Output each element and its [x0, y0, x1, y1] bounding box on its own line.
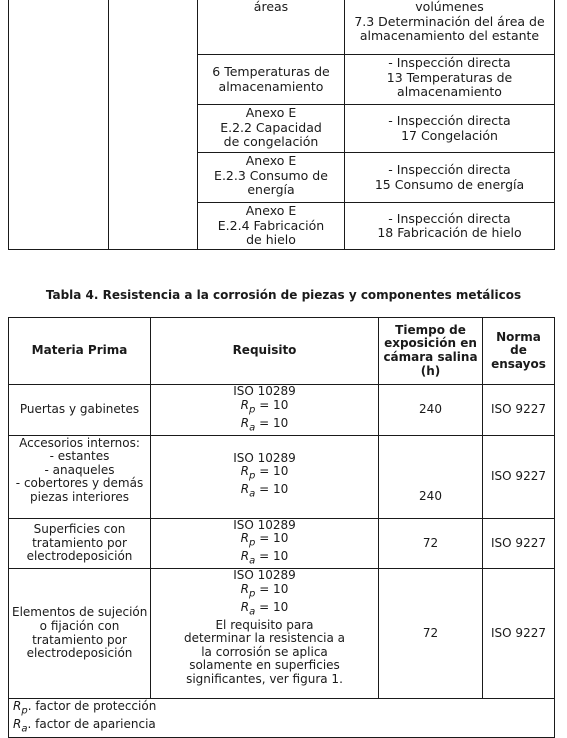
- cell-line: almacenamiento del estante: [359, 28, 540, 43]
- symbol-sub: p: [249, 403, 256, 415]
- cell-line: Accesorios internos:: [19, 435, 140, 450]
- table-row: [9, 0, 555, 55]
- symbol-sub: p: [249, 588, 256, 600]
- requisito-cell: [151, 435, 379, 518]
- symbol-r: R: [240, 464, 249, 479]
- notes-cell: [9, 699, 555, 738]
- header-line: ensayos: [491, 356, 546, 371]
- cell-line: de congelación: [223, 134, 319, 149]
- cell-line: piezas interiores: [30, 489, 129, 504]
- header-line: Norma: [496, 329, 541, 344]
- symbol-r: R: [240, 397, 249, 412]
- cell-line: 15 Consumo de energía: [374, 176, 525, 192]
- cell-line: tratamiento por: [32, 632, 127, 647]
- header-line: de: [510, 343, 527, 358]
- header-tiempo: [379, 318, 483, 385]
- table-caption: Tabla 4. Resistencia a la corrosión de piezas y componentes metálicos: [45, 288, 522, 302]
- corrosion-table: [8, 317, 555, 738]
- verification-cell: [198, 0, 345, 55]
- cell-line: Elementos de sujeción: [12, 605, 148, 620]
- table-row: [9, 435, 555, 518]
- cell-line: - estantes: [49, 449, 110, 464]
- ra-value: = 10: [259, 599, 289, 614]
- norma-cell: ISO 9227: [483, 435, 555, 518]
- cell-line: 13 Temperaturas de: [386, 69, 513, 85]
- ra-line: [154, 483, 375, 501]
- ra-line: [154, 601, 375, 619]
- cell-line: áreas: [253, 0, 289, 14]
- header-line: (h): [420, 363, 441, 378]
- cell-line: 6 Temperaturas de: [212, 64, 330, 79]
- note-symbol: R: [13, 717, 22, 732]
- verification-cell: [198, 105, 345, 153]
- cell-line: 17 Congelación: [401, 127, 498, 143]
- ra-value: = 10: [259, 482, 289, 497]
- cell-line: - Inspección directa: [388, 162, 511, 177]
- cell-line: E.2.4 Fabricación: [217, 217, 325, 233]
- materia-cell: [9, 435, 151, 518]
- requirement-note-line: determinar la resistencia a: [183, 631, 346, 646]
- tiempo-cell: 72: [379, 518, 483, 569]
- header-line: exposición en: [384, 336, 477, 351]
- cell-line: de hielo: [246, 232, 296, 247]
- materia-cell: [9, 518, 151, 569]
- note-line: [13, 718, 550, 736]
- materia-cell: [9, 569, 151, 699]
- cell-line: Anexo E: [245, 153, 297, 168]
- ra-value: = 10: [259, 549, 289, 564]
- rp-line: [154, 583, 375, 601]
- requirement-note-line: la corrosión se aplica: [201, 644, 328, 659]
- cell-line: almacenamiento: [397, 84, 502, 99]
- header-materia: Materia Prima: [9, 318, 151, 385]
- header-requisito: Requisito: [151, 318, 379, 385]
- rp-value: = 10: [259, 397, 289, 412]
- method-cell: [345, 203, 555, 250]
- symbol-r: R: [240, 581, 249, 596]
- verification-cell: [198, 55, 345, 105]
- cell-line: Superficies con: [33, 521, 126, 536]
- symbol-r: R: [240, 531, 249, 546]
- requirement-note-line: significantes, ver figura 1.: [186, 672, 343, 687]
- symbol-sub: a: [249, 488, 256, 500]
- materia-cell: [9, 385, 151, 436]
- verification-cell: [198, 203, 345, 250]
- note-symbol: R: [13, 699, 22, 714]
- requisito-cell: [151, 385, 379, 436]
- symbol-r: R: [240, 482, 250, 497]
- cell-line: electrodeposición: [26, 549, 133, 564]
- cell-line: volúmenes: [415, 0, 484, 14]
- table-row: [9, 518, 555, 569]
- symbol-sub: a: [249, 421, 256, 433]
- norma-cell: ISO 9227: [483, 569, 555, 699]
- requirement-note-line: El requisito para: [215, 617, 314, 632]
- cell-line: Puertas y gabinetes: [19, 401, 140, 416]
- cell-line: energía: [247, 182, 295, 197]
- note-subscript: p: [21, 705, 28, 717]
- cell-line: almacenamiento: [218, 78, 324, 94]
- cell-line: Anexo E: [245, 105, 297, 120]
- symbol-r: R: [240, 549, 250, 564]
- iso-reference: ISO 10289: [233, 518, 296, 532]
- header-norma: [483, 318, 555, 385]
- cell-line: - anaqueles: [44, 462, 115, 477]
- cell-line: E.2.3 Consumo de: [214, 167, 328, 183]
- cell-line: - cobertores y demás: [15, 476, 144, 491]
- ra-value: = 10: [259, 415, 289, 430]
- symbol-sub: a: [249, 606, 256, 618]
- iso-reference: ISO 10289: [233, 568, 296, 583]
- table-row: [9, 385, 555, 436]
- cell-line: electrodeposición: [26, 646, 133, 661]
- method-cell: [345, 153, 555, 203]
- tiempo-cell: 240: [379, 385, 483, 436]
- rp-value: = 10: [259, 531, 289, 546]
- rp-line: [154, 465, 375, 483]
- cell-line: - Inspección directa: [388, 113, 511, 128]
- method-cell: [345, 55, 555, 105]
- cell-line: Anexo E: [245, 203, 297, 218]
- note-text: . factor de protección: [27, 699, 157, 714]
- rp-value: = 10: [259, 581, 289, 596]
- iso-reference: ISO 10289: [233, 450, 296, 465]
- cell-line: o fijación con: [39, 619, 120, 634]
- header-line: cámara salina: [383, 350, 478, 364]
- tiempo-cell: 72: [379, 569, 483, 699]
- cell-line: 18 Fabricación de hielo: [377, 225, 522, 240]
- symbol-r: R: [240, 415, 250, 430]
- symbol-sub: p: [249, 470, 256, 482]
- header-line: Tiempo de: [395, 322, 466, 337]
- symbol-sub: p: [249, 537, 256, 549]
- table-header-row: [9, 318, 555, 385]
- cell-line: E.2.2 Capacidad: [220, 119, 322, 135]
- cell-line: - Inspección directa: [388, 210, 511, 226]
- note-line: [13, 700, 550, 718]
- continuation-table: [8, 0, 555, 250]
- rp-line: [154, 399, 375, 417]
- symbol-r: R: [240, 599, 250, 614]
- cell-line: tratamiento por: [32, 535, 127, 550]
- iso-reference: ISO 10289: [233, 384, 296, 398]
- symbol-sub: a: [249, 555, 256, 567]
- rp-value: = 10: [259, 464, 289, 479]
- table-row: [9, 569, 555, 699]
- requirement-note-line: solamente en superficies: [189, 658, 340, 673]
- requisito-cell: [151, 569, 379, 699]
- verification-cell: [198, 153, 345, 203]
- method-cell: [345, 0, 555, 55]
- rp-line: [154, 532, 375, 550]
- method-cell: [345, 105, 555, 153]
- note-subscript: a: [21, 723, 28, 735]
- blank-cell: [109, 0, 198, 250]
- note-text: . factor de apariencia: [27, 717, 156, 732]
- requisito-cell: [151, 518, 379, 569]
- norma-cell: ISO 9227: [483, 385, 555, 436]
- tiempo-cell: 240: [379, 435, 483, 518]
- cell-line: - Inspección directa: [388, 55, 511, 70]
- norma-cell: ISO 9227: [483, 518, 555, 569]
- blank-cell: [9, 0, 109, 250]
- cell-line: 7.3 Determinación del área de: [354, 13, 545, 29]
- table-notes-row: [9, 699, 555, 738]
- ra-line: [154, 417, 375, 435]
- ra-line: [154, 550, 375, 568]
